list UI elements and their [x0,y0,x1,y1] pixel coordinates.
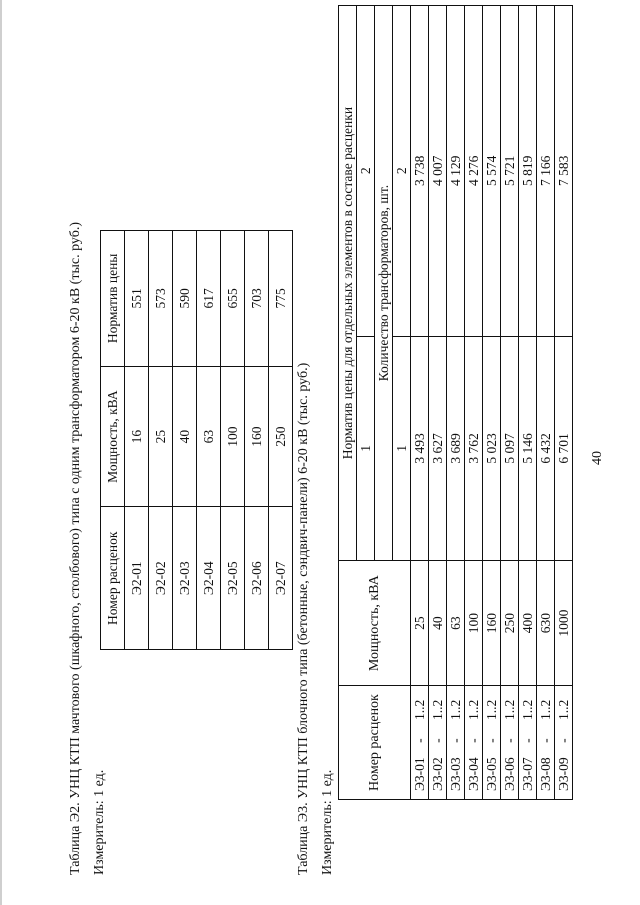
table3-cell-dash: - [537,734,555,748]
table3-header-row-1 [339,6,357,800]
table3-cell-dash: - [519,734,537,748]
table3-header-power: Мощность, кВА [339,561,411,686]
table3-row [411,6,429,800]
table2-cell-power: 16 [125,366,149,507]
table3-measure: Измеритель: 1 ед. [320,769,335,875]
table3-header-qty: Количество трансформаторов, шт. [375,6,393,561]
table3-header-code: Номер расценок [339,686,411,800]
table2-cell-power: 160 [245,366,269,507]
table2-cell-code: Э2-05 [221,507,245,650]
table3-cell-price-1: 5 023 [483,336,501,561]
table3-title: Таблица Э3. УНЦ КТП блочного типа (бетонные, сэндвич-панели) 6-20 кВ (тыс. руб.) [296,362,311,875]
table2-row [269,231,293,650]
table3 [338,5,573,800]
table3-cell-power: 25 [411,561,429,686]
table2-cell-code: Э2-07 [269,507,293,650]
table2-cell-code: Э2-02 [149,507,173,650]
table3-cell-range: 1..2 [411,686,429,734]
table3-cell-price-2: 4 276 [465,6,483,337]
table3-cell-price-2: 7 583 [555,6,573,337]
table2-cell-code: Э2-01 [125,507,149,650]
table3-cell-price-1: 3 762 [465,336,483,561]
table3-cell-dash: - [483,734,501,748]
table3-cell-power: 250 [501,561,519,686]
table2-cell-price: 551 [125,231,149,367]
table3-cell-code: Э3-09 [555,748,573,800]
table2-body [125,231,293,650]
table2-cell-code: Э2-04 [197,507,221,650]
table3-row [483,6,501,800]
table2-title: Таблица Э2. УНЦ КТП мачтового (шкафного, столбового) типа с одним трансформатором 6-20 кВ (тыс. руб.) [68,222,83,875]
table2-cell-code: Э2-06 [245,507,269,650]
table3-cell-code: Э3-07 [519,748,537,800]
table3-cell-dash: - [555,734,573,748]
table3-cell-power: 1000 [555,561,573,686]
table3-cell-price-1: 6 432 [537,336,555,561]
table3-cell-price-2: 7 166 [537,6,555,337]
table2-cell-power: 250 [269,366,293,507]
table3-cell-code: Э3-05 [483,748,501,800]
table3-cell-price-2: 3 738 [411,6,429,337]
table3-cell-range: 1..2 [465,686,483,734]
table2-header-code: Номер расценок [101,507,125,650]
table3-cell-power: 63 [447,561,465,686]
table3-col2: 2 [357,6,375,337]
table3-sub2: 2 [393,6,411,337]
table3-cell-price-2: 5 819 [519,6,537,337]
table3-cell-power: 400 [519,561,537,686]
table3-row [447,6,465,800]
table3-row [501,6,519,800]
page-number: 40 [590,451,605,465]
table2-cell-price: 590 [173,231,197,367]
table3-cell-power: 40 [429,561,447,686]
table2-cell-code: Э2-03 [173,507,197,650]
table2-header-power: Мощность, кВА [101,366,125,507]
table3-row [465,6,483,800]
table3-cell-price-1: 3 689 [447,336,465,561]
table3-header-norm: Норматив цены для отдельных элементов в составе расценки [339,6,357,561]
table3-body [411,6,573,800]
table3-cell-dash: - [501,734,519,748]
table2-cell-price: 775 [269,231,293,367]
table2-cell-price: 617 [197,231,221,367]
table3-cell-price-2: 5 574 [483,6,501,337]
table3-col1: 1 [357,336,375,561]
table3-cell-code: Э3-02 [429,748,447,800]
table2-row [173,231,197,650]
table2-cell-power: 63 [197,366,221,507]
table3-cell-price-1: 6 701 [555,336,573,561]
table2-measure: Измеритель: 1 ед. [92,769,107,875]
table3-cell-range: 1..2 [447,686,465,734]
table2-row [245,231,269,650]
table3-cell-price-2: 4 129 [447,6,465,337]
table3-cell-price-2: 4 007 [429,6,447,337]
table3-cell-range: 1..2 [519,686,537,734]
table2-row [197,231,221,650]
table3-cell-code: Э3-03 [447,748,465,800]
table2-row [221,231,245,650]
table3-cell-dash: - [411,734,429,748]
table2-cell-power: 25 [149,366,173,507]
table2-cell-price: 703 [245,231,269,367]
table2-cell-price: 655 [221,231,245,367]
table2 [100,230,293,650]
table3-row [555,6,573,800]
table3-cell-code: Э3-06 [501,748,519,800]
table3-cell-dash: - [465,734,483,748]
table3-cell-range: 1..2 [537,686,555,734]
table3-cell-code: Э3-01 [411,748,429,800]
table2-cell-power: 40 [173,366,197,507]
table2-row [125,231,149,650]
table3-cell-range: 1..2 [555,686,573,734]
table2-header-price: Норматив цены [101,231,125,367]
table2-header-row [101,231,125,650]
table3-row [429,6,447,800]
table2-cell-price: 573 [149,231,173,367]
table3-cell-price-1: 3 627 [429,336,447,561]
table2-row [149,231,173,650]
table3-row [519,6,537,800]
table3-cell-code: Э3-08 [537,748,555,800]
table3-cell-price-1: 5 146 [519,336,537,561]
table3-cell-range: 1..2 [429,686,447,734]
table3-cell-dash: - [447,734,465,748]
table3-cell-power: 160 [483,561,501,686]
table2-cell-power: 100 [221,366,245,507]
table3-cell-power: 630 [537,561,555,686]
table3-cell-range: 1..2 [501,686,519,734]
table3-cell-power: 100 [465,561,483,686]
table3-sub1: 1 [393,336,411,561]
table3-row [537,6,555,800]
table3-cell-price-1: 3 493 [411,336,429,561]
table3-cell-code: Э3-04 [465,748,483,800]
table3-cell-dash: - [429,734,447,748]
table3-cell-price-1: 5 097 [501,336,519,561]
table3-cell-range: 1..2 [483,686,501,734]
table3-cell-price-2: 5 721 [501,6,519,337]
